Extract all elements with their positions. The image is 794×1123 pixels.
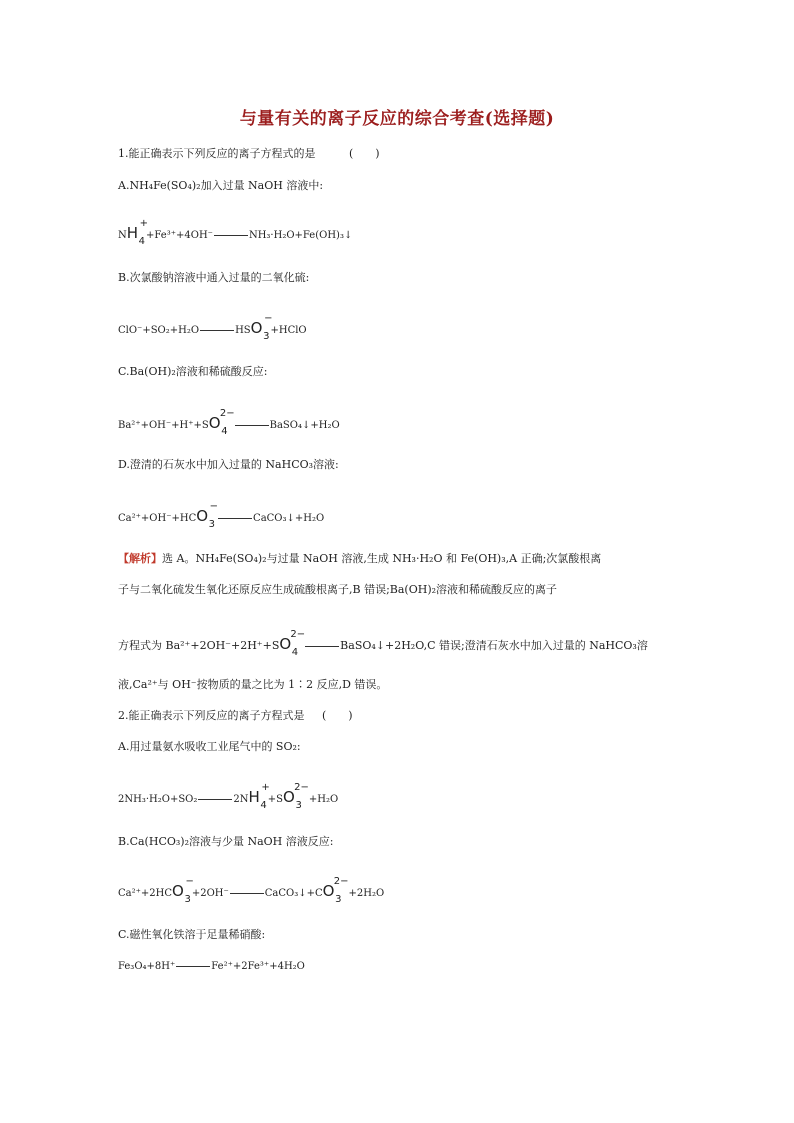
- equals-arrow: [200, 330, 234, 331]
- equals-arrow: [305, 646, 339, 647]
- q1-option-d-label: D.澄清的石灰水中加入过量的 NaHCO₃溶液:: [118, 458, 339, 471]
- q2-option-c-label: C.磁性氧化铁溶于足量稀硝酸:: [118, 928, 266, 941]
- equals-arrow: [198, 799, 232, 800]
- q1-option-c-equation: Ba²⁺+OH⁻+H⁺+SO 2− 4 BaSO₄↓+H₂O: [118, 408, 340, 437]
- equals-arrow: [176, 966, 210, 967]
- analysis-tag: 【解析】: [118, 552, 162, 565]
- sulfate-ion: O 2− 4: [279, 629, 306, 658]
- q2-option-a-equation: 2NH₃·H₂O+SO₂ 2NH + 4 +SO 2− 3 +H₂O: [118, 782, 339, 811]
- q2-option-c-equation: Fe₃O₄+8H⁺ Fe²⁺+2Fe³⁺+4H₂O: [118, 961, 305, 972]
- q1-option-a-equation: NH + 4 +Fe³⁺+4OH⁻ NH₃·H₂O+Fe(OH)₃↓: [118, 218, 353, 247]
- equals-arrow: [235, 425, 269, 426]
- q1-option-d-equation: Ca²⁺+OH⁻+HCO − 3 CaCO₃↓+H₂O: [118, 501, 325, 530]
- ammonium-ion: H + 4: [126, 218, 149, 247]
- equals-arrow: [214, 235, 248, 236]
- bicarbonate-ion: O − 3: [172, 876, 194, 905]
- question-1-stem: 1.能正确表示下列反应的离子方程式的是 ( ): [118, 147, 380, 160]
- bicarbonate-ion: O − 3: [196, 501, 219, 530]
- equals-arrow: [218, 518, 252, 519]
- sulfite-ion: O 2− 3: [283, 782, 309, 811]
- q1-option-c-label: C.Ba(OH)₂溶液和稀硫酸反应:: [118, 365, 268, 378]
- q1-option-b-label: B.次氯酸钠溶液中通入过量的二氧化硫:: [118, 271, 310, 284]
- analysis-line-3: 方程式为 Ba²⁺+2OH⁻+2H⁺+SO 2− 4 BaSO₄↓+2H₂O,C 错误;澄清石灰水中加入过量的 NaHCO₃溶: [118, 629, 648, 658]
- page-title: 与量有关的离子反应的综合考查(选择题): [239, 109, 555, 129]
- question-2-stem: 2.能正确表示下列反应的离子方程式是 ( ): [118, 709, 353, 722]
- q2-option-a-label: A.用过量氨水吸收工业尾气中的 SO₂:: [118, 740, 301, 753]
- q1-option-b-equation: ClO⁻+SO₂+H₂O HSO − 3 +HClO: [118, 313, 307, 342]
- analysis-line-4: 液,Ca²⁺与 OH⁻按物质的量之比为 1∶2 反应,D 错误。: [118, 678, 388, 691]
- analysis-line-1: 【解析】选 A。NH₄Fe(SO₄)₂与过量 NaOH 溶液,生成 NH₃·H₂O 和 Fe(OH)₃,A 正确;次氯酸根离: [118, 552, 602, 565]
- q1-option-a-label: A.NH₄Fe(SO₄)₂加入过量 NaOH 溶液中:: [118, 179, 324, 192]
- q2-option-b-equation: Ca²⁺+2HCO − 3 +2OH⁻ CaCO₃↓+CO 2− 3 +2H₂O: [118, 876, 385, 905]
- ammonium-ion: H + 4: [248, 782, 270, 811]
- sulfate-ion: O 2− 4: [208, 408, 235, 437]
- carbonate-ion: O 2− 3: [322, 876, 349, 905]
- q2-option-b-label: B.Ca(HCO₃)₂溶液与少量 NaOH 溶液反应:: [118, 835, 334, 848]
- analysis-line-2: 子与二氧化硫发生氧化还原反应生成硫酸根离子,B 错误;Ba(OH)₂溶液和稀硫酸反应的离子: [118, 583, 558, 596]
- sulfite-ion: O − 3: [250, 313, 273, 342]
- equals-arrow: [230, 893, 264, 894]
